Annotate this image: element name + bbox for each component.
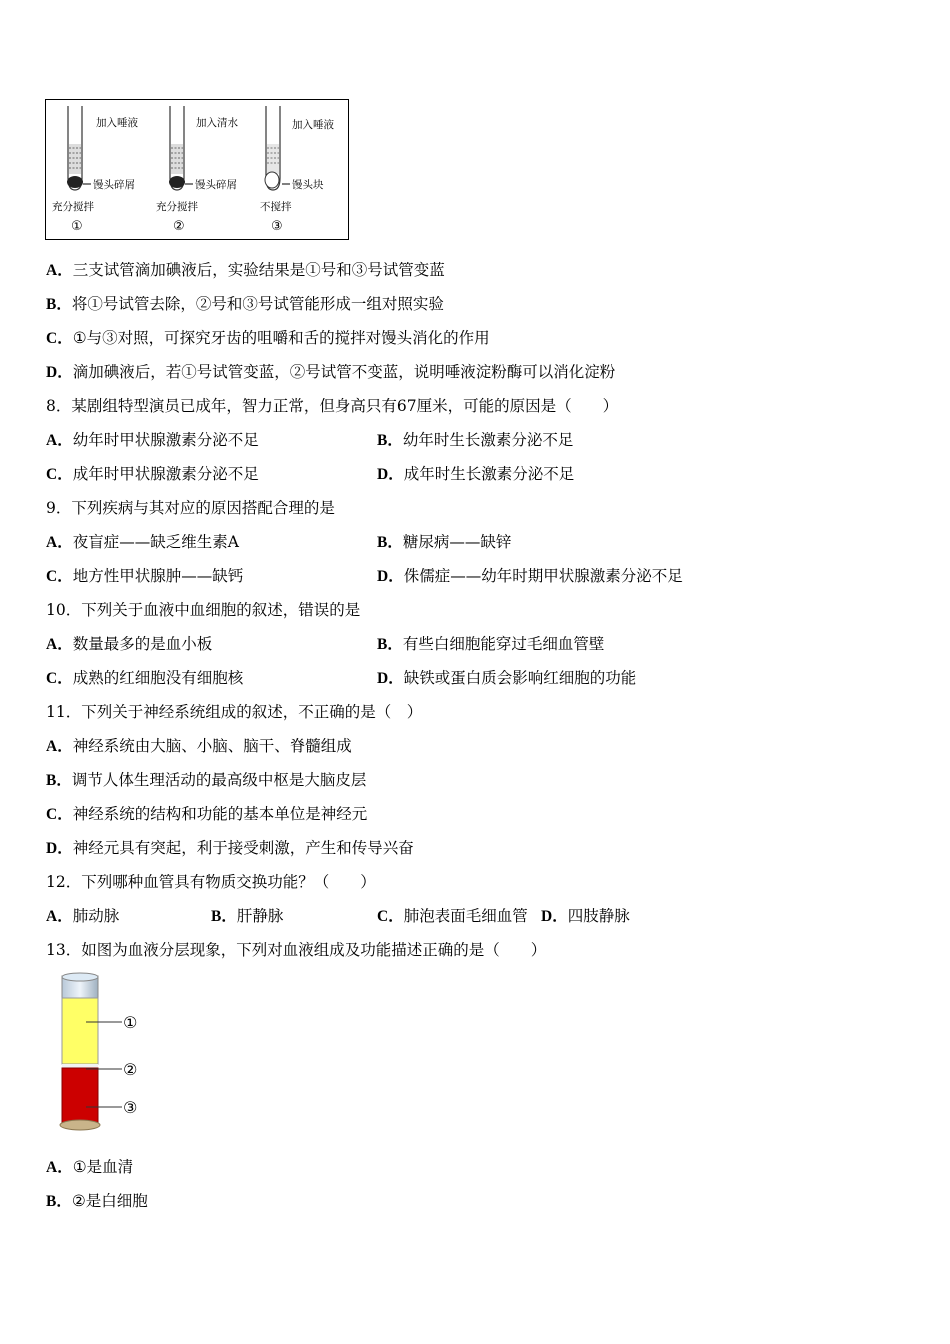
- q12-option-c: C．肺泡表面毛细血管: [377, 907, 528, 925]
- q13-option-b: B．②是白细胞: [46, 1192, 148, 1210]
- buffy-coat-layer: [62, 1064, 98, 1068]
- q10-option-c: C．成熟的红细胞没有细胞核: [46, 669, 244, 687]
- q12-option-a: A．肺动脉: [46, 907, 120, 925]
- q8-stem: 8．某剧组特型演员已成年，智力正常，但身高只有67厘米，可能的原因是（ ）: [46, 397, 619, 415]
- q12-option-d: D．四肢静脉: [541, 907, 630, 925]
- tube-2: [169, 106, 193, 190]
- layer-label-1: ①: [123, 1013, 138, 1032]
- q7-option-a: A．三支试管滴加碘液后，实验结果是①号和③号试管变蓝: [46, 261, 445, 279]
- q12-stem: 12．下列哪种血管具有物质交换功能？（ ）: [46, 873, 376, 891]
- q11-option-a: A．神经系统由大脑、小脑、脑干、脊髓组成: [46, 737, 352, 755]
- q10-option-b: B．有些白细胞能穿过毛细血管壁: [377, 635, 605, 653]
- tube-1-number: ①: [71, 219, 83, 234]
- blood-layers-figure: [52, 970, 152, 1138]
- tube-1: [67, 106, 91, 190]
- tube-2-add-label: 加入清水: [196, 117, 238, 129]
- tube-2-number: ②: [173, 219, 185, 234]
- q9-option-a: A．夜盲症——缺乏维生素A: [46, 533, 239, 551]
- q10-stem: 10．下列关于血液中血细胞的叙述，错误的是: [46, 601, 361, 619]
- q9-option-b: B．糖尿病——缺锌: [377, 533, 512, 551]
- q10-option-a: A．数量最多的是血小板: [46, 635, 213, 653]
- test-tube-experiment-figure: [45, 99, 349, 240]
- q8-option-a: A．幼年时甲状腺激素分泌不足: [46, 431, 259, 449]
- layer-label-3: ③: [123, 1098, 138, 1117]
- q13-stem: 13．如图为血液分层现象，下列对血液组成及功能描述正确的是（ ）: [46, 941, 547, 959]
- tube-1-add-label: 加入唾液: [96, 117, 138, 129]
- tube-3-content-label: 馒头块: [292, 179, 324, 191]
- tube-3: [265, 106, 290, 190]
- tube-2-content-label: 馒头碎屑: [195, 179, 237, 191]
- q11-option-c: C．神经系统的结构和功能的基本单位是神经元: [46, 805, 368, 823]
- q11-option-b: B．调节人体生理活动的最高级中枢是大脑皮层: [46, 771, 367, 789]
- q8-option-b: B．幼年时生长激素分泌不足: [377, 431, 574, 449]
- tube-3-number: ③: [271, 219, 283, 234]
- q7-option-c: C．①与③对照，可探究牙齿的咀嚼和舌的搅拌对馒头消化的作用: [46, 329, 490, 347]
- tube-1-content-label: 馒头碎屑: [93, 179, 135, 191]
- q7-option-b: B．将①号试管去除，②号和③号试管能形成一组对照实验: [46, 295, 444, 313]
- q10-option-d: D．缺铁或蛋白质会影响红细胞的功能: [377, 669, 637, 687]
- q9-stem: 9．下列疾病与其对应的原因搭配合理的是: [46, 499, 335, 517]
- red-cell-layer: [62, 1068, 98, 1123]
- q8-option-d: D．成年时生长激素分泌不足: [377, 465, 575, 483]
- q13-option-a: A．①是血清: [46, 1158, 134, 1176]
- q9-option-d: D．侏儒症——幼年时期甲状腺激素分泌不足: [377, 567, 683, 585]
- layer-label-2: ②: [123, 1060, 138, 1079]
- q9-option-c: C．地方性甲状腺肿——缺钙: [46, 567, 244, 585]
- q12-option-b: B．肝静脉: [211, 907, 284, 925]
- q11-option-d: D．神经元具有突起，利于接受刺激，产生和传导兴奋: [46, 839, 414, 857]
- q8-option-c: C．成年时甲状腺激素分泌不足: [46, 465, 259, 483]
- tube-1-stir-label: 充分搅拌: [52, 201, 94, 213]
- q7-option-d: D．滴加碘液后，若①号试管变蓝，②号试管不变蓝，说明唾液淀粉酶可以消化淀粉: [46, 363, 616, 381]
- tube-3-add-label: 加入唾液: [292, 119, 334, 131]
- tube-2-stir-label: 充分搅拌: [156, 201, 198, 213]
- plasma-layer: [62, 998, 98, 1064]
- tube-3-stir-label: 不搅拌: [260, 201, 292, 213]
- q11-stem: 11．下列关于神经系统组成的叙述，不正确的是（ ）: [46, 703, 423, 721]
